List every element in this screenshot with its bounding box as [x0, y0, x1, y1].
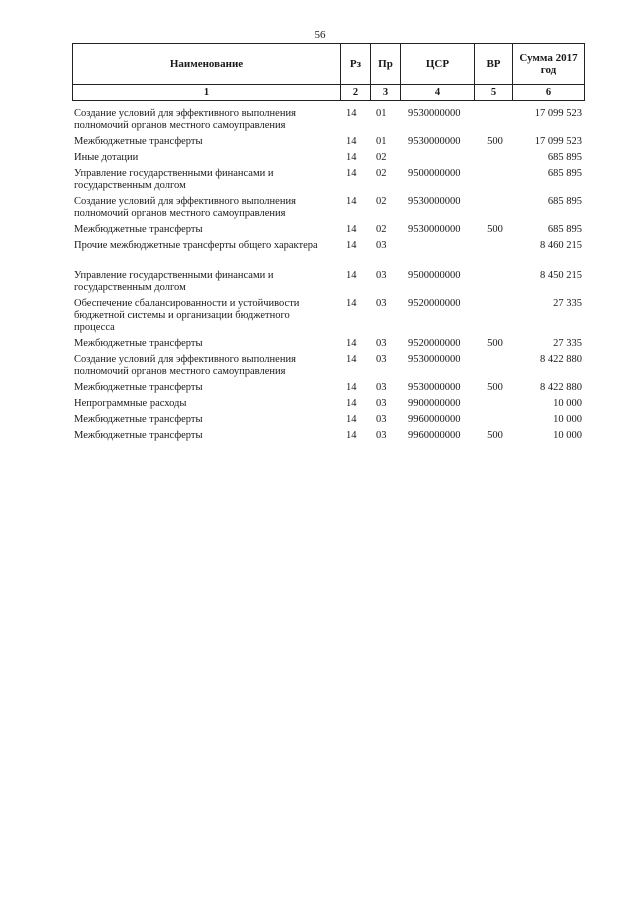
row-vr: [476, 398, 514, 410]
row-rz: 14: [346, 240, 357, 251]
row-csr: 9520000000: [408, 298, 461, 309]
table-row: [74, 224, 586, 236]
table-row: [74, 136, 586, 148]
row-name: [74, 108, 340, 132]
row-csr: 9530000000: [408, 382, 461, 393]
row-vr: [476, 240, 514, 252]
row-rz: 14: [346, 152, 357, 163]
row-rz: 14: [346, 338, 357, 349]
row-name: [74, 168, 340, 192]
row-vr: [476, 354, 514, 378]
row-vr: [476, 168, 514, 192]
row-vr: 500: [487, 136, 503, 147]
row-name: [74, 270, 340, 294]
row-name-line: государственным долгом: [74, 282, 186, 293]
row-vr: [476, 414, 514, 426]
row-csr: 9530000000: [408, 354, 461, 365]
header-pr: Пр: [371, 44, 401, 85]
row-vr: 500: [487, 382, 503, 393]
row-name: [74, 152, 340, 164]
row-name: [74, 338, 340, 350]
row-rz: 14: [346, 136, 357, 147]
row-sum: 8 422 880: [540, 354, 582, 365]
row-csr: 9500000000: [408, 270, 461, 281]
table-row: [74, 108, 586, 132]
row-name-line: процесса: [74, 322, 115, 333]
row-name-line: Прочие межбюджетные трансферты общего характера: [74, 240, 318, 251]
row-pr: 03: [376, 430, 387, 441]
row-name-line: государственным долгом: [74, 180, 186, 191]
row-spacer-cell: [74, 442, 586, 446]
table-row: [74, 240, 586, 252]
header-rz: Рз: [341, 44, 371, 85]
row-sum: 10 000: [553, 430, 582, 441]
row-pr: 03: [376, 414, 387, 425]
page-number: 56: [314, 29, 326, 41]
row-sum: 685 895: [547, 152, 582, 163]
row-pr: 02: [376, 152, 387, 163]
row-name-line: Иные дотации: [74, 152, 139, 163]
row-name-line: Создание условий для эффективного выполнения: [74, 108, 296, 119]
row-sum: 8 450 215: [540, 270, 582, 281]
table-row: [74, 168, 586, 192]
row-pr: 03: [376, 354, 387, 365]
row-pr: 02: [376, 224, 387, 235]
table-row: [74, 196, 586, 220]
row-vr: [476, 152, 514, 164]
row-sum: 10 000: [553, 414, 582, 425]
row-pr: 01: [376, 136, 387, 147]
row-name-line: Управление государственными финансами и: [74, 168, 274, 179]
table-row: [74, 414, 586, 426]
header-index: 6: [513, 85, 585, 101]
row-vr: 500: [487, 430, 503, 441]
header-index: 2: [341, 85, 371, 101]
row-name-line: полномочий органов местного самоуправления: [74, 366, 286, 377]
table-row: [74, 430, 586, 442]
row-name: [74, 298, 340, 334]
row-name-line: Межбюджетные трансферты: [74, 414, 203, 425]
row-csr: 9500000000: [408, 168, 461, 179]
row-sum: 8 460 215: [540, 240, 582, 251]
table-row: [74, 152, 586, 164]
row-name-line: Обеспечение сбалансированности и устойчивости: [74, 298, 300, 309]
header-index: 5: [475, 85, 513, 101]
row-sum: 17 099 523: [534, 136, 582, 147]
row-vr: [476, 196, 514, 220]
row-sum: 27 335: [553, 298, 582, 309]
row-name: [74, 354, 340, 378]
row-rz: 14: [346, 108, 357, 119]
row-rz: 14: [346, 224, 357, 235]
row-rz: 14: [346, 414, 357, 425]
row-pr: 03: [376, 298, 387, 309]
row-name: [74, 224, 340, 236]
row-csr: 9520000000: [408, 338, 461, 349]
row-csr: [400, 152, 476, 164]
row-name: [74, 430, 340, 442]
row-csr: 9530000000: [408, 108, 461, 119]
header-index-row: [73, 85, 585, 101]
row-name: [74, 136, 340, 148]
row-pr: 03: [376, 382, 387, 393]
row-name-line: Межбюджетные трансферты: [74, 224, 203, 235]
row-name-line: Межбюджетные трансферты: [74, 136, 203, 147]
row-spacer: [74, 252, 586, 270]
header-titles-row: [73, 44, 585, 85]
row-vr: [476, 298, 514, 334]
row-rz: 14: [346, 398, 357, 409]
row-rz: 14: [346, 354, 357, 365]
table-header: [72, 43, 585, 101]
table-row: [74, 354, 586, 378]
header-sum: Сумма 2017 год: [513, 44, 585, 85]
budget-table-body: [74, 108, 586, 446]
header-index: 3: [371, 85, 401, 101]
row-name-line: бюджетной системы и организации бюджетного: [74, 310, 290, 321]
row-csr: 9530000000: [408, 136, 461, 147]
row-pr: 03: [376, 240, 387, 251]
row-spacer: [74, 442, 586, 446]
row-name-line: Межбюджетные трансферты: [74, 430, 203, 441]
row-name: [74, 196, 340, 220]
table-row: [74, 382, 586, 394]
row-sum: 17 099 523: [534, 108, 582, 119]
header-index: 4: [401, 85, 475, 101]
row-sum: 10 000: [553, 398, 582, 409]
row-name: [74, 240, 340, 252]
row-name-line: Создание условий для эффективного выполнения: [74, 354, 296, 365]
row-sum: 8 422 880: [540, 382, 582, 393]
row-pr: 03: [376, 270, 387, 281]
row-rz: 14: [346, 298, 357, 309]
row-csr: 9960000000: [408, 430, 461, 441]
row-rz: 14: [346, 270, 357, 281]
table-row: [74, 298, 586, 334]
row-rz: 14: [346, 430, 357, 441]
row-csr: [400, 240, 476, 252]
row-rz: 14: [346, 168, 357, 179]
row-name-line: Межбюджетные трансферты: [74, 338, 203, 349]
row-name: [74, 382, 340, 394]
header-vr: ВР: [475, 44, 513, 85]
row-name: [74, 398, 340, 410]
row-pr: 03: [376, 338, 387, 349]
row-name-line: Межбюджетные трансферты: [74, 382, 203, 393]
row-vr: [476, 108, 514, 132]
header-csr: ЦСР: [401, 44, 475, 85]
row-pr: 03: [376, 398, 387, 409]
table-row: [74, 398, 586, 410]
row-name-line: полномочий органов местного самоуправления: [74, 120, 286, 131]
table-row: [74, 338, 586, 350]
table-row: [74, 270, 586, 294]
row-csr: 9900000000: [408, 398, 461, 409]
row-vr: [476, 270, 514, 294]
row-sum: 685 895: [547, 168, 582, 179]
row-csr: 9960000000: [408, 414, 461, 425]
row-name-line: Непрограммные расходы: [74, 398, 187, 409]
row-pr: 02: [376, 168, 387, 179]
row-name: [74, 414, 340, 426]
row-name-line: Управление государственными финансами и: [74, 270, 274, 281]
header-index: 1: [73, 85, 341, 101]
row-rz: 14: [346, 382, 357, 393]
row-sum: 27 335: [553, 338, 582, 349]
row-vr: 500: [487, 338, 503, 349]
row-csr: 9530000000: [408, 196, 461, 207]
row-spacer-cell: [74, 252, 586, 270]
row-name-line: полномочий органов местного самоуправления: [74, 208, 286, 219]
header-name: Наименование: [73, 44, 341, 85]
row-name-line: Создание условий для эффективного выполнения: [74, 196, 296, 207]
row-sum: 685 895: [547, 224, 582, 235]
row-pr: 01: [376, 108, 387, 119]
row-rz: 14: [346, 196, 357, 207]
row-sum: 685 895: [547, 196, 582, 207]
row-vr: 500: [487, 224, 503, 235]
row-pr: 02: [376, 196, 387, 207]
row-csr: 9530000000: [408, 224, 461, 235]
